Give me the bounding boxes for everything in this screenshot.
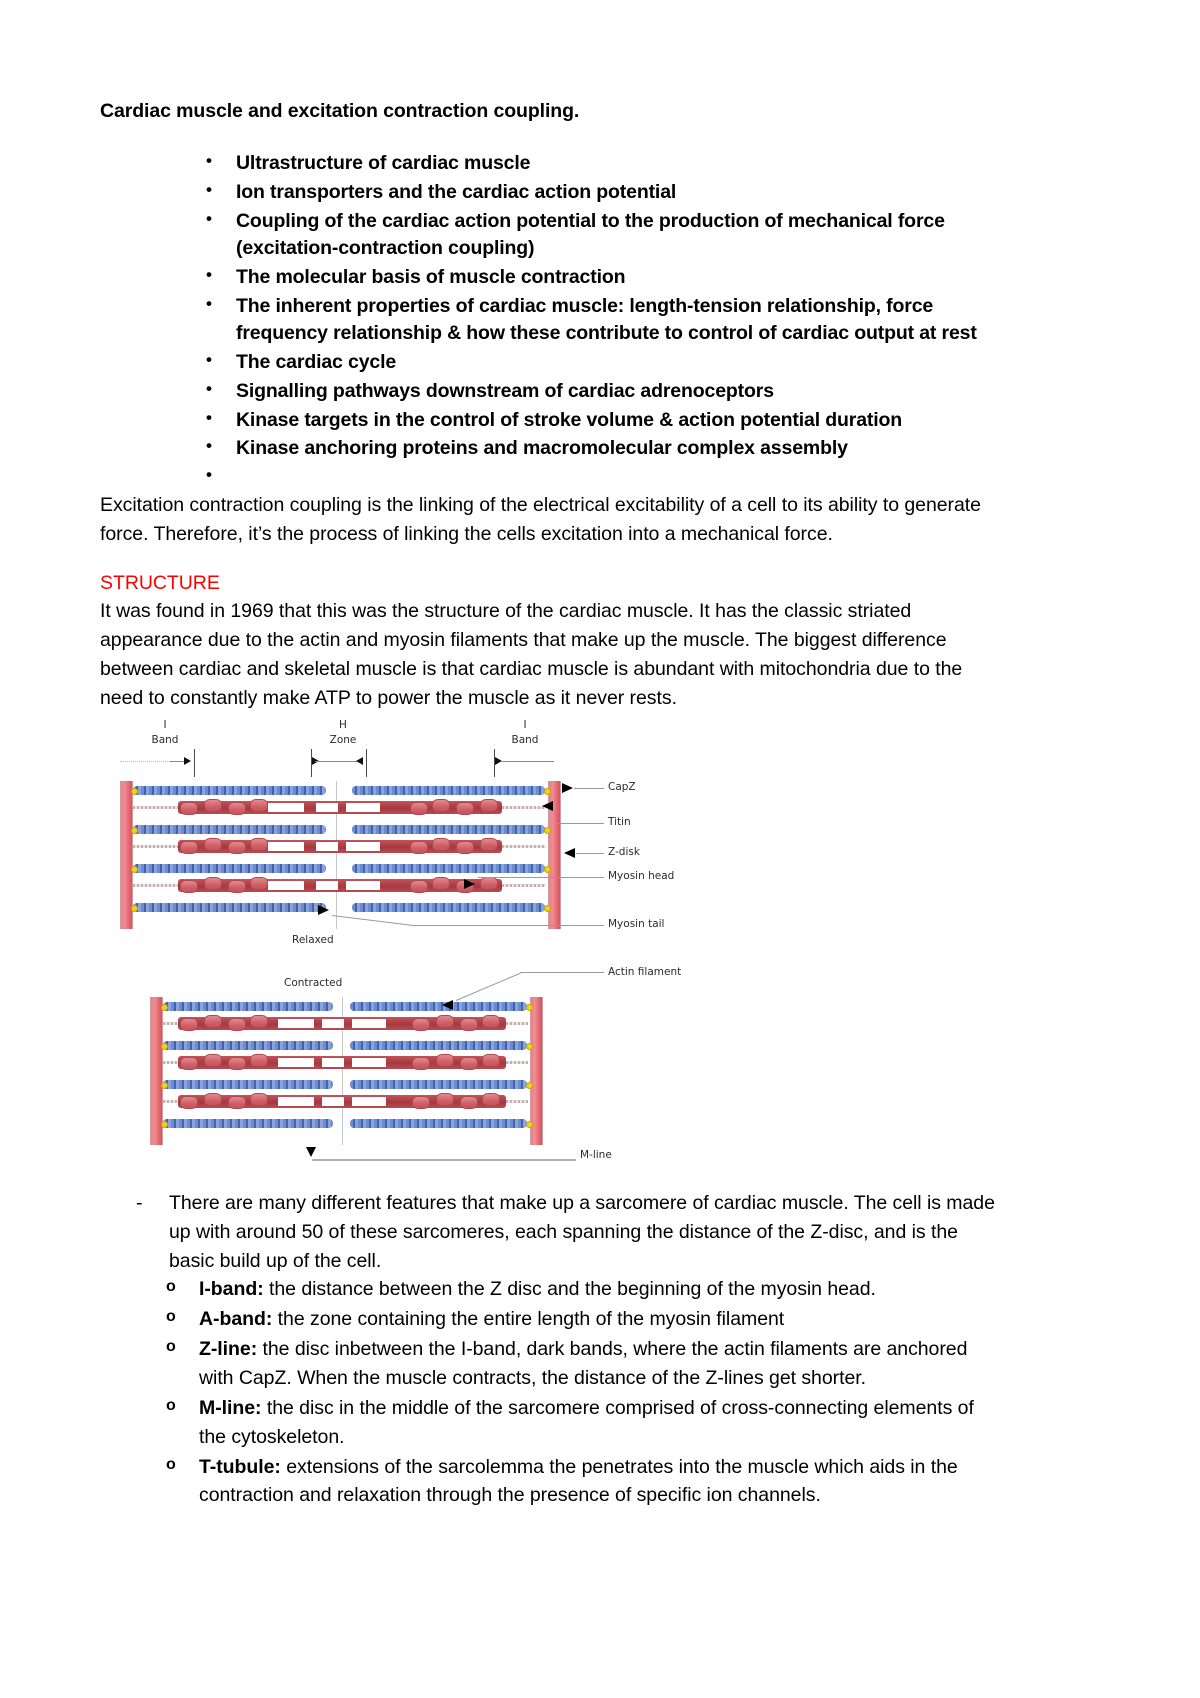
definition-term: A-band:	[199, 1308, 273, 1331]
measure-tick-a	[194, 749, 195, 777]
list-item-empty	[204, 464, 1005, 490]
measure-arrow-i-band-left	[184, 757, 191, 765]
capz-marker	[161, 1121, 168, 1128]
callout-label-myosin-head: Myosin head	[608, 869, 675, 882]
myosin-head	[250, 877, 268, 890]
capz-marker	[131, 788, 138, 795]
myosin-head	[180, 880, 198, 893]
actin-filament	[350, 1041, 527, 1050]
capz-marker	[161, 1043, 168, 1050]
definition-term: I-band:	[199, 1278, 264, 1301]
myosin-head	[482, 1015, 500, 1028]
myosin-head	[410, 880, 428, 893]
titin-filament	[133, 884, 181, 887]
myosin-head	[250, 799, 268, 812]
callout-leader-myosin-tail	[412, 925, 604, 926]
myosin-head	[456, 802, 474, 815]
myosin-head	[180, 1018, 198, 1031]
capz-marker	[544, 827, 551, 834]
myosin-head	[410, 841, 428, 854]
definition-text: the zone containing the entire length of the myosin filament	[272, 1308, 785, 1331]
list-item-a-band	[164, 1305, 1005, 1334]
myosin-head	[460, 1018, 478, 1031]
list-item-m-line	[164, 1394, 1005, 1452]
myosin-head	[436, 1054, 454, 1067]
figure-label-h-zone-line2: Zone	[329, 733, 357, 746]
callout-label-m-line: M-line	[580, 1148, 612, 1161]
list-item: • The molecular basis of muscle contraction	[204, 264, 1005, 292]
measure-dotted-left	[120, 761, 172, 762]
callout-label-titin: Titin	[608, 815, 631, 828]
h-zone-gap	[268, 881, 304, 890]
h-zone-gap	[316, 881, 338, 890]
list-item: - There are many different features that make up a sarcomere of cardiac muscle. The cell is made up with around 50 of these sarcomeres, each spanning the distance of the Z-disc, and is the basic build up of the cell.	[134, 1189, 1005, 1276]
actin-filament	[163, 1080, 333, 1089]
myosin-head	[432, 838, 450, 851]
myosin-head	[482, 1054, 500, 1067]
callout-label-actin-filament: Actin filament	[608, 965, 682, 978]
myosin-head	[480, 877, 498, 890]
capz-marker	[544, 905, 551, 912]
definition-term: Z-line:	[199, 1338, 258, 1361]
h-zone-gap	[278, 1097, 314, 1106]
myosin-head	[228, 1096, 246, 1109]
myosin-head	[228, 841, 246, 854]
myosin-head	[204, 1093, 222, 1106]
figure-state-label-contracted: Contracted	[284, 976, 343, 989]
actin-filament	[163, 1041, 333, 1050]
myosin-head	[412, 1057, 430, 1070]
callout-leader-capz	[574, 788, 604, 789]
structure-paragraph: It was found in 1969 that this was the structure of the cardiac muscle. It has the classic striated appearance due to the actin and myosin filaments that make up the muscle. The biggest difference between cardiac and skeletal muscle is that cardiac muscle is abundant with mitochondria due to the need to constantly make ATP to power the muscle as it never rests.	[100, 600, 963, 710]
myosin-head	[204, 877, 222, 890]
definition-text: the distance between the Z disc and the beginning of the myosin head.	[263, 1278, 876, 1301]
capz-marker	[526, 1121, 533, 1128]
intro-paragraph: Excitation contraction coupling is the linking of the electrical excitability of a cell to its ability to generate force. Therefore, it’s the process of linking the cells excitation into a mechanical force.	[100, 493, 981, 545]
myosin-head	[180, 802, 198, 815]
myosin-head	[460, 1096, 478, 1109]
callout-leader-z-disk	[576, 853, 604, 854]
myosin-head	[204, 838, 222, 851]
capz-marker	[131, 866, 138, 873]
myosin-head	[460, 1057, 478, 1070]
myosin-head	[456, 841, 474, 854]
titin-filament	[498, 845, 546, 848]
list-item: • Coupling of the cardiac action potential to the production of mechanical force (excitation-contraction coupling)	[204, 208, 1005, 263]
actin-filament	[163, 1002, 333, 1011]
titin-filament	[133, 845, 181, 848]
figure-label-i-band-left-line1: I	[163, 718, 167, 731]
list-item-i-band	[164, 1275, 1005, 1304]
callout-arrow-z-disk	[564, 848, 575, 858]
myosin-head	[480, 799, 498, 812]
myosin-head	[432, 799, 450, 812]
callout-leader-titin	[556, 823, 604, 824]
h-zone-gap	[278, 1019, 314, 1028]
definition-term: M-line:	[199, 1396, 262, 1419]
figure-label-i-band-right-line1: I	[523, 718, 527, 731]
actin-filament	[352, 825, 545, 834]
measure-arrow-h-zone-right	[356, 757, 363, 765]
list-item: • Kinase anchoring proteins and macromolecular complex assembly	[204, 435, 1005, 463]
capz-marker	[131, 905, 138, 912]
callout-leader-m-line	[312, 1159, 576, 1161]
h-zone-gap	[268, 803, 304, 812]
capz-marker	[131, 827, 138, 834]
definition-text: the disc in the middle of the sarcomere comprised of cross-connecting elements of the cytoskeleton.	[199, 1396, 974, 1448]
callout-label-capz: CapZ	[608, 780, 636, 793]
h-zone-gap	[346, 803, 380, 812]
definition-text: the disc inbetween the I-band, dark bands, where the actin filaments are anchored with CapZ. When the muscle contracts, the distance of the Z-lines get shorter.	[199, 1338, 968, 1390]
h-zone-gap	[352, 1058, 386, 1067]
actin-filament	[163, 1119, 333, 1128]
myosin-head	[180, 1057, 198, 1070]
h-zone-gap	[316, 842, 338, 851]
list-item: • Signalling pathways downstream of cardiac adrenoceptors	[204, 378, 1005, 406]
list-item: • The inherent properties of cardiac muscle: length-tension relationship, force frequency relationship & how these contribute to control of cardiac output at rest	[204, 293, 1005, 348]
myosin-head	[204, 799, 222, 812]
myosin-head	[436, 1093, 454, 1106]
h-zone-gap	[352, 1019, 386, 1028]
h-zone-gap	[322, 1097, 344, 1106]
list-item: • The cardiac cycle	[204, 349, 1005, 377]
measure-arrow-i-band-right	[495, 757, 502, 765]
sarcomere-figure	[112, 718, 682, 1161]
myosin-head	[482, 1093, 500, 1106]
actin-filament	[133, 864, 326, 873]
h-zone-gap	[316, 803, 338, 812]
h-zone-gap	[268, 842, 304, 851]
myosin-head	[228, 1057, 246, 1070]
myosin-head	[480, 838, 498, 851]
callout-arrow-titin	[542, 801, 553, 811]
page-title: Cardiac muscle and excitation contraction coupling.	[100, 100, 580, 122]
myosin-head	[412, 1096, 430, 1109]
actin-filament	[133, 903, 326, 912]
myosin-head	[412, 1018, 430, 1031]
sarcomere-features-list	[100, 1189, 1005, 1276]
measure-tick-c	[366, 749, 367, 777]
actin-filament	[352, 786, 545, 795]
actin-filament	[350, 1119, 527, 1128]
myosin-head	[250, 1093, 268, 1106]
myosin-head	[432, 877, 450, 890]
myosin-head	[410, 802, 428, 815]
h-zone-gap	[278, 1058, 314, 1067]
h-zone-gap	[322, 1058, 344, 1067]
figure-state-label-relaxed: Relaxed	[292, 933, 334, 946]
myosin-head	[204, 1015, 222, 1028]
capz-marker	[544, 788, 551, 795]
myosin-head	[436, 1015, 454, 1028]
myosin-head	[250, 1054, 268, 1067]
figure-label-h-zone-line1: H	[339, 718, 347, 731]
callout-arrow-capz	[562, 783, 573, 793]
callout-leader-actin-filament	[520, 972, 604, 973]
callout-arrow-myosin-head	[464, 879, 475, 889]
myosin-head	[180, 841, 198, 854]
myosin-head	[250, 1015, 268, 1028]
figure-label-i-band-right-line2: Band	[511, 733, 539, 746]
capz-marker	[161, 1004, 168, 1011]
list-item-t-tubule	[164, 1453, 1005, 1511]
list-item: • Kinase targets in the control of stroke volume & action potential duration	[204, 407, 1005, 435]
actin-filament	[133, 786, 326, 795]
definitions-list	[100, 1275, 1005, 1510]
capz-marker	[161, 1082, 168, 1089]
myosin-thick-filament	[178, 879, 502, 892]
myosin-thick-filament	[178, 840, 502, 853]
contracted-sarcomere	[150, 997, 542, 1145]
definition-text: extensions of the sarcolemma the penetrates into the muscle which aids in the contraction and relaxation through the presence of specific ion channels.	[199, 1455, 958, 1507]
callout-arrow-myosin-tail	[318, 905, 329, 915]
document-content	[100, 98, 1005, 1511]
topics-list	[100, 150, 1005, 490]
myosin-thick-filament	[178, 801, 502, 814]
list-item-z-line	[164, 1335, 1005, 1393]
myosin-head	[180, 1096, 198, 1109]
relaxed-sarcomere	[120, 781, 560, 929]
h-zone-gap	[352, 1097, 386, 1106]
titin-filament	[133, 806, 181, 809]
actin-filament	[352, 864, 545, 873]
h-zone-gap	[322, 1019, 344, 1028]
titin-filament	[498, 806, 546, 809]
capz-marker	[526, 1043, 533, 1050]
actin-filament	[350, 1080, 527, 1089]
capz-marker	[544, 866, 551, 873]
figure-label-i-band-left-line2: Band	[151, 733, 179, 746]
callout-leader-myosin-head	[478, 877, 604, 878]
structure-heading: STRUCTURE	[100, 571, 220, 594]
capz-marker	[526, 1082, 533, 1089]
actin-filament	[350, 1002, 527, 1011]
myosin-head	[250, 838, 268, 851]
callout-label-z-disk: Z-disk	[608, 845, 640, 858]
h-zone-gap	[346, 881, 380, 890]
measure-line-i-band-right	[502, 761, 554, 762]
myosin-head	[228, 880, 246, 893]
list-item: • Ultrastructure of cardiac muscle	[204, 150, 1005, 178]
myosin-head	[228, 1018, 246, 1031]
titin-filament	[498, 884, 546, 887]
actin-filament	[133, 825, 326, 834]
callout-label-myosin-tail: Myosin tail	[608, 917, 665, 930]
h-zone-gap	[346, 842, 380, 851]
definition-term: T-tubule:	[199, 1455, 281, 1478]
callout-arrow-actin-filament	[442, 1000, 453, 1010]
myosin-head	[204, 1054, 222, 1067]
actin-filament	[352, 903, 545, 912]
myosin-head	[228, 802, 246, 815]
list-item: • Ion transporters and the cardiac action potential	[204, 179, 1005, 207]
capz-marker	[526, 1004, 533, 1011]
